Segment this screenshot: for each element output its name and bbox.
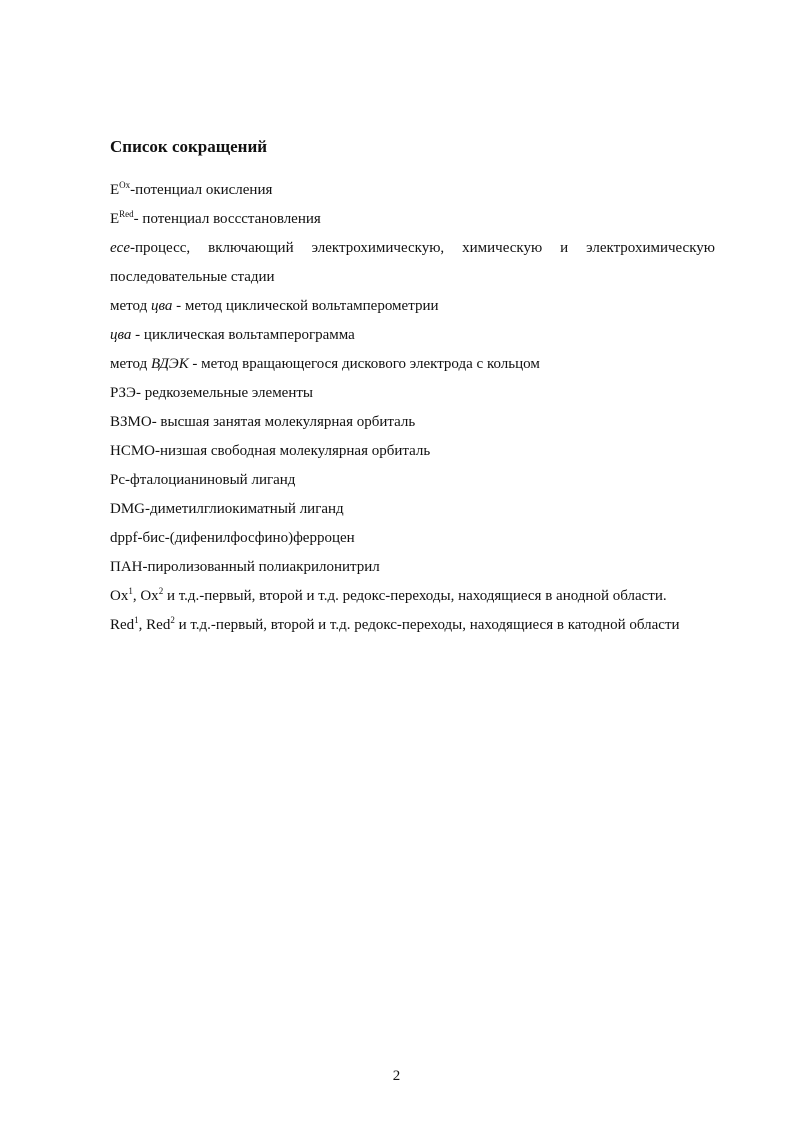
abbr-sup: 1	[134, 615, 139, 625]
abbr-term: Ox	[110, 588, 129, 604]
abbr-term: E	[110, 182, 120, 198]
abbr-e-red	[110, 205, 715, 234]
abbr-sup: Red	[119, 209, 134, 219]
abbr-prefix: метод	[110, 298, 151, 314]
abbr-sup: 2	[170, 615, 175, 625]
abbr-cva	[110, 321, 715, 350]
abbr-term: Ox	[140, 588, 159, 604]
abbr-sup: 1	[128, 586, 133, 596]
abbr-red: Red$^1$, Red$^2$ и т.д.-первый, второй и т.д. редокс-переходы, находящиеся в катодной области	[110, 615, 680, 633]
abbr-item: DMG-диметилглиокиматный лиганд	[110, 501, 344, 517]
abbr-term: Red	[146, 617, 171, 633]
abbr-vdek	[110, 350, 715, 379]
page-number: 2	[392, 1068, 401, 1084]
abbr-prefix: метод	[110, 356, 151, 372]
abbr-item: Pc-фталоцианиновый лиганд	[110, 472, 296, 488]
abbr-term: цва	[110, 327, 132, 343]
abbr-term: цва	[150, 298, 173, 314]
abbr-item: ПАН-пиролизованный полиакрилонитрил	[110, 559, 380, 575]
abbr-def: -процесс, включающий электрохимическую, химическую и электрохимическую последовательные стадии	[110, 240, 715, 285]
abbr-def: - метод циклической вольтамперометрии	[172, 298, 439, 314]
abbr-item: ВЗМО- высшая занятая молекулярная орбиталь	[110, 414, 416, 430]
abbr-sup: Ox	[119, 180, 131, 190]
page-title: Список сокращений	[110, 137, 268, 156]
abbr-e-ox	[110, 176, 715, 205]
abbr-term: E	[110, 211, 120, 227]
abbr-ox: Ox$^1$, Ox$^2$ и т.д.-первый, второй и т.д. редокс-переходы, находящиеся в анодной области.	[110, 586, 667, 604]
abbr-def: и т.д.-первый, второй и т.д. редокс-переходы, находящиеся в катодной области	[174, 617, 680, 633]
abbr-def: -потенциал окисления	[130, 182, 273, 198]
abbr-def: - метод вращающегося дискового электрода с кольцом	[188, 356, 540, 372]
abbr-ece	[110, 234, 715, 292]
abbr-cva-method	[110, 292, 715, 321]
abbr-def: - циклическая вольтамперограмма	[131, 327, 355, 343]
abbr-term: ece	[110, 240, 130, 256]
abbr-term: ВДЭК	[150, 356, 189, 372]
abbr-item: НСМО-низшая свободная молекулярная орбиталь	[110, 443, 431, 459]
abbr-sup: 2	[158, 586, 164, 596]
abbr-item: dppf-бис-(дифенилфосфино)ферроцен	[110, 530, 355, 546]
abbr-item: РЗЭ- редкоземельные элементы	[110, 385, 313, 401]
abbreviation-list	[110, 176, 715, 640]
abbr-def: и т.д.-первый, второй и т.д. редокс-переходы, находящиеся в анодной области.	[163, 588, 667, 604]
abbr-def: - потенциал восcстановления	[133, 211, 321, 227]
abbr-term: Red	[110, 617, 135, 633]
